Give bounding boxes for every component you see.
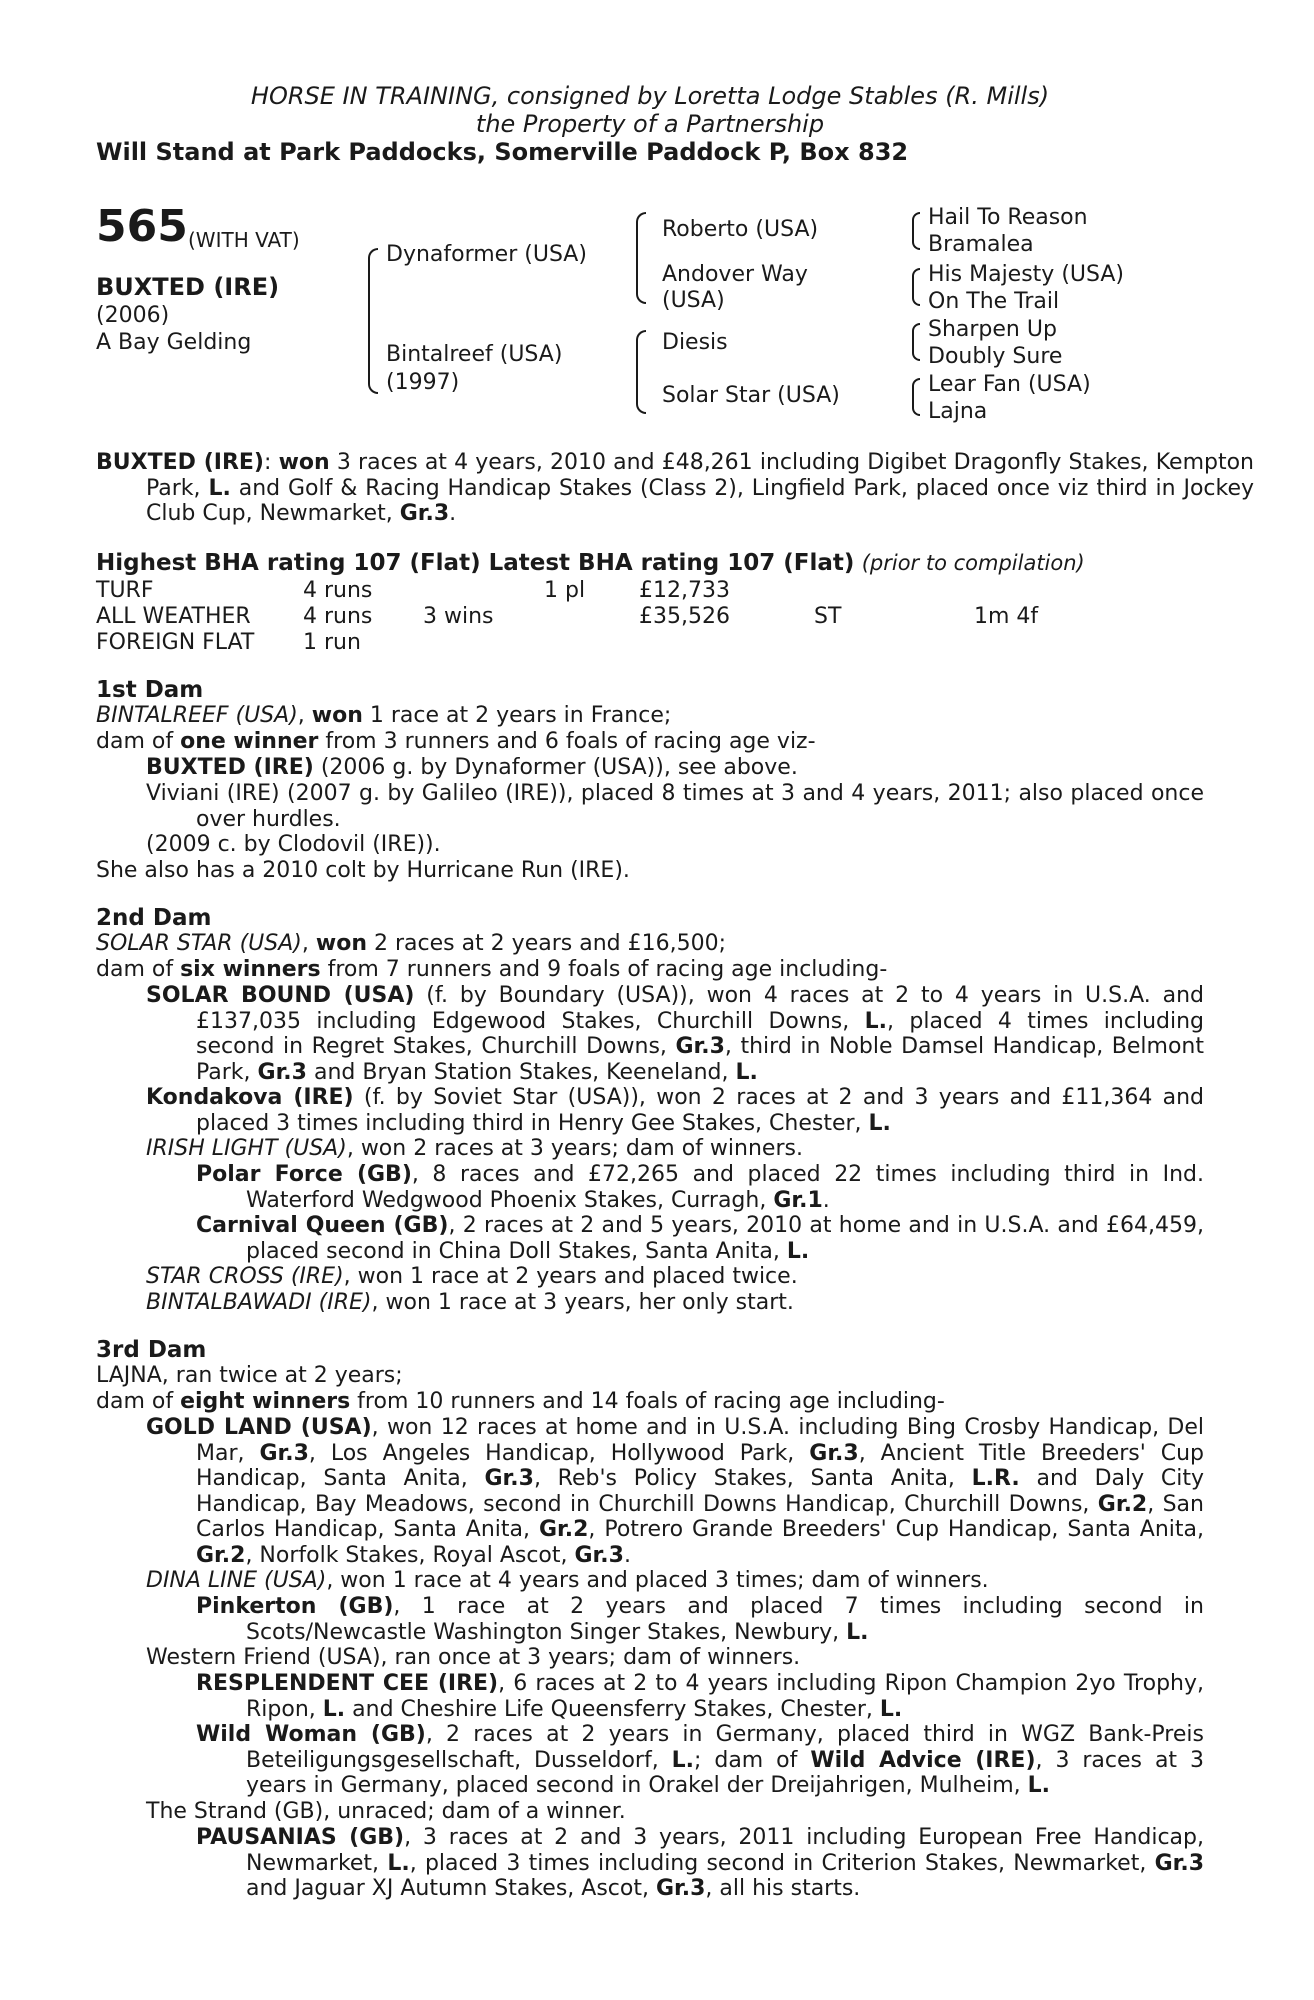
record-wins: 3 wins bbox=[423, 604, 494, 629]
third-dam-produce: dam of eight winners from 10 runners and 14 foals of racing age including- bbox=[96, 1389, 945, 1414]
pedigree-brace-g2 bbox=[912, 268, 920, 306]
pedigree-dam: Bintalreef (USA) bbox=[386, 342, 563, 367]
consignor-line: HORSE IN TRAINING, consigned by Loretta Lodge Stables (R. Mills) bbox=[250, 82, 1050, 110]
pedigree-g1: Hail To Reason bbox=[928, 205, 1088, 230]
pedigree-brace-g1 bbox=[912, 212, 920, 250]
pedigree-brace-g4 bbox=[912, 378, 920, 416]
bha-rating: Highest BHA rating 107 (Flat) Latest BHA rating 107 (Flat) (prior to compilation) bbox=[96, 550, 1085, 576]
property-line: the Property of a Partnership bbox=[475, 110, 825, 138]
pedigree-dam-dam: Solar Star (USA) bbox=[662, 383, 840, 408]
record-prize: £35,526 bbox=[639, 604, 730, 629]
record-runs: 4 runs bbox=[303, 604, 373, 629]
pedigree-g2: Bramalea bbox=[928, 232, 1034, 257]
foal-entry: SOLAR BOUND (USA) (f. by Boundary (USA)), won 4 races at 2 to 4 years in U.S.A. and £137,035 including Edgewood Stakes, Churchill Downs, L., placed 4 times including second in Regret Stakes, Churchill Downs, Gr.3, third in Noble Damsel Handicap, Belmont Park, Gr.3 and Bryan Station Stakes, Keeneland, L. bbox=[146, 983, 1204, 1085]
grandfoal-entry: Polar Force (GB), 8 races and £72,265 and placed 22 times including third in Ind. Waterford Wedgwood Phoenix Stakes, Curragh, Gr.1. bbox=[196, 1162, 1204, 1213]
record-runs: 4 runs bbox=[303, 578, 373, 603]
lot-number: 565 bbox=[96, 201, 188, 252]
foal-entry: Western Friend (USA), ran once at 3 years; dam of winners. bbox=[146, 1645, 801, 1670]
second-dam-line: SOLAR STAR (USA), won 2 races at 2 years and £16,500; bbox=[96, 931, 726, 956]
pedigree-sire-dam-country: (USA) bbox=[662, 288, 725, 313]
pedigree-sire: Dynaformer (USA) bbox=[386, 242, 587, 267]
foal-entry: DINA LINE (USA), won 1 race at 4 years and placed 3 times; dam of winners. bbox=[146, 1568, 989, 1593]
record-surface: ALL WEATHER bbox=[96, 604, 251, 629]
first-dam-line: BINTALREEF (USA), won 1 race at 2 years in France; bbox=[96, 703, 672, 728]
foal-entry: (2009 c. by Clodovil (IRE)). bbox=[146, 832, 441, 857]
pedigree-brace-dam bbox=[636, 330, 646, 414]
location-line: Will Stand at Park Paddocks, Somerville Paddock P, Box 832 bbox=[96, 138, 909, 166]
horse-name: BUXTED (IRE) bbox=[96, 273, 280, 301]
vat-label: (WITH VAT) bbox=[188, 228, 300, 252]
grandfoal-entry: PAUSANIAS (GB), 3 races at 2 and 3 years, 2011 including European Free Handicap, Newmarket, L., placed 3 times including second in Criterion Stakes, Newmarket, Gr.3 and Jaguar XJ Autumn Stakes, Ascot, Gr.3, all his starts. bbox=[196, 1825, 1205, 1901]
record-prize: £12,733 bbox=[639, 578, 730, 603]
second-dam-produce: dam of six winners from 7 runners and 9 foals of racing age including- bbox=[96, 957, 888, 982]
pedigree-g4: On The Trail bbox=[928, 289, 1060, 314]
horse-year: (2006) bbox=[96, 303, 170, 328]
first-dam-note: She also has a 2010 colt by Hurricane Run (IRE). bbox=[96, 858, 630, 883]
foal-entry: IRISH LIGHT (USA), won 2 races at 3 years; dam of winners. bbox=[146, 1136, 803, 1161]
foal-entry: Viviani (IRE) (2007 g. by Galileo (IRE)), placed 8 times at 3 and 4 years, 2011; also placed once over hurdles. bbox=[146, 781, 1204, 832]
race-summary: BUXTED (IRE): won 3 races at 4 years, 2010 and £48,261 including Digibet Dragonfly Stakes, Kempton Park, L. and Golf & Racing Handicap Stakes (Class 2), Lingfield Park, placed once viz third in Jockey Club Cup, Newmarket, Gr.3. bbox=[96, 450, 1255, 526]
third-dam-line: LAJNA, ran twice at 2 years; bbox=[96, 1363, 403, 1388]
record-surface: TURF bbox=[96, 578, 154, 603]
pedigree-g6: Doubly Sure bbox=[928, 344, 1063, 369]
grandfoal-entry: Pinkerton (GB), 1 race at 2 years and placed 7 times including second in Scots/Newcastle Washington Singer Stakes, Newbury, L. bbox=[196, 1594, 1204, 1645]
pedigree-sire-dam: Andover Way bbox=[662, 262, 808, 287]
third-dam-heading: 3rd Dam bbox=[96, 1337, 207, 1363]
record-going: ST bbox=[814, 604, 842, 629]
record-places: 1 pl bbox=[544, 578, 586, 603]
second-dam-heading: 2nd Dam bbox=[96, 905, 212, 931]
pedigree-sire-sire: Roberto (USA) bbox=[662, 217, 819, 242]
first-dam-produce: dam of one winner from 3 runners and 6 foals of racing age viz- bbox=[96, 729, 816, 754]
first-dam-heading: 1st Dam bbox=[96, 677, 204, 703]
pedigree-g5: Sharpen Up bbox=[928, 317, 1057, 342]
pedigree-dam-sire: Diesis bbox=[662, 330, 728, 355]
pedigree-g8: Lajna bbox=[928, 399, 988, 424]
pedigree-g3: His Majesty (USA) bbox=[928, 262, 1125, 287]
foal-entry: BINTALBAWADI (IRE), won 1 race at 3 years, her only start. bbox=[146, 1290, 794, 1315]
horse-description: A Bay Gelding bbox=[96, 330, 252, 355]
pedigree-dam-year: (1997) bbox=[386, 370, 460, 395]
grandfoal-entry: Wild Woman (GB), 2 races at 2 years in Germany, placed third in WGZ Bank-Preis Beteiligungsgesellschaft, Dusseldorf, L.; dam of Wild Advice (IRE), 3 races at 3 years in Germany, placed second in Orakel der Dreijahrigen, Mulheim, L. bbox=[196, 1722, 1204, 1798]
grandfoal-entry: Carnival Queen (GB), 2 races at 2 and 5 years, 2010 at home and in U.S.A. and £64,459, placed second in China Doll Stakes, Santa Anita, L. bbox=[196, 1213, 1204, 1264]
record-distance: 1m 4f bbox=[974, 604, 1039, 629]
foal-entry: BUXTED (IRE) (2006 g. by Dynaformer (USA)), see above. bbox=[146, 755, 798, 780]
pedigree-brace-g3 bbox=[912, 323, 920, 361]
grandfoal-entry: RESPLENDENT CEE (IRE), 6 races at 2 to 4 years including Ripon Champion 2yo Trophy, Ripon, L. and Cheshire Life Queensferry Stakes, Chester, L. bbox=[196, 1671, 1205, 1722]
foal-entry: STAR CROSS (IRE), won 1 race at 2 years and placed twice. bbox=[146, 1264, 798, 1289]
pedigree-brace-sire bbox=[636, 212, 646, 304]
pedigree-brace-main bbox=[368, 248, 378, 394]
record-runs: 1 run bbox=[303, 630, 361, 655]
foal-entry: The Strand (GB), unraced; dam of a winner. bbox=[146, 1799, 626, 1824]
foal-entry: GOLD LAND (USA), won 12 races at home and in U.S.A. including Bing Crosby Handicap, Del Mar, Gr.3, Los Angeles Handicap, Hollywood Park, Gr.3, Ancient Title Breeders' Cup Handicap, Santa Anita, Gr.3, Reb's Policy Stakes, Santa Anita, L.R. and Daly City Handicap, Bay Meadows, second in Churchill Downs Handicap, Churchill Downs, Gr.2, San Carlos Handicap, Santa Anita, Gr.2, Potrero Grande Breeders' Cup Handicap, Santa Anita, Gr.2, Norfolk Stakes, Royal Ascot, Gr.3. bbox=[146, 1415, 1205, 1568]
pedigree-g7: Lear Fan (USA) bbox=[928, 372, 1091, 397]
record-surface: FOREIGN FLAT bbox=[96, 630, 255, 655]
foal-entry: Kondakova (IRE) (f. by Soviet Star (USA)), won 2 races at 2 and 3 years and £11,364 and placed 3 times including third in Henry Gee Stakes, Chester, L. bbox=[146, 1085, 1205, 1136]
